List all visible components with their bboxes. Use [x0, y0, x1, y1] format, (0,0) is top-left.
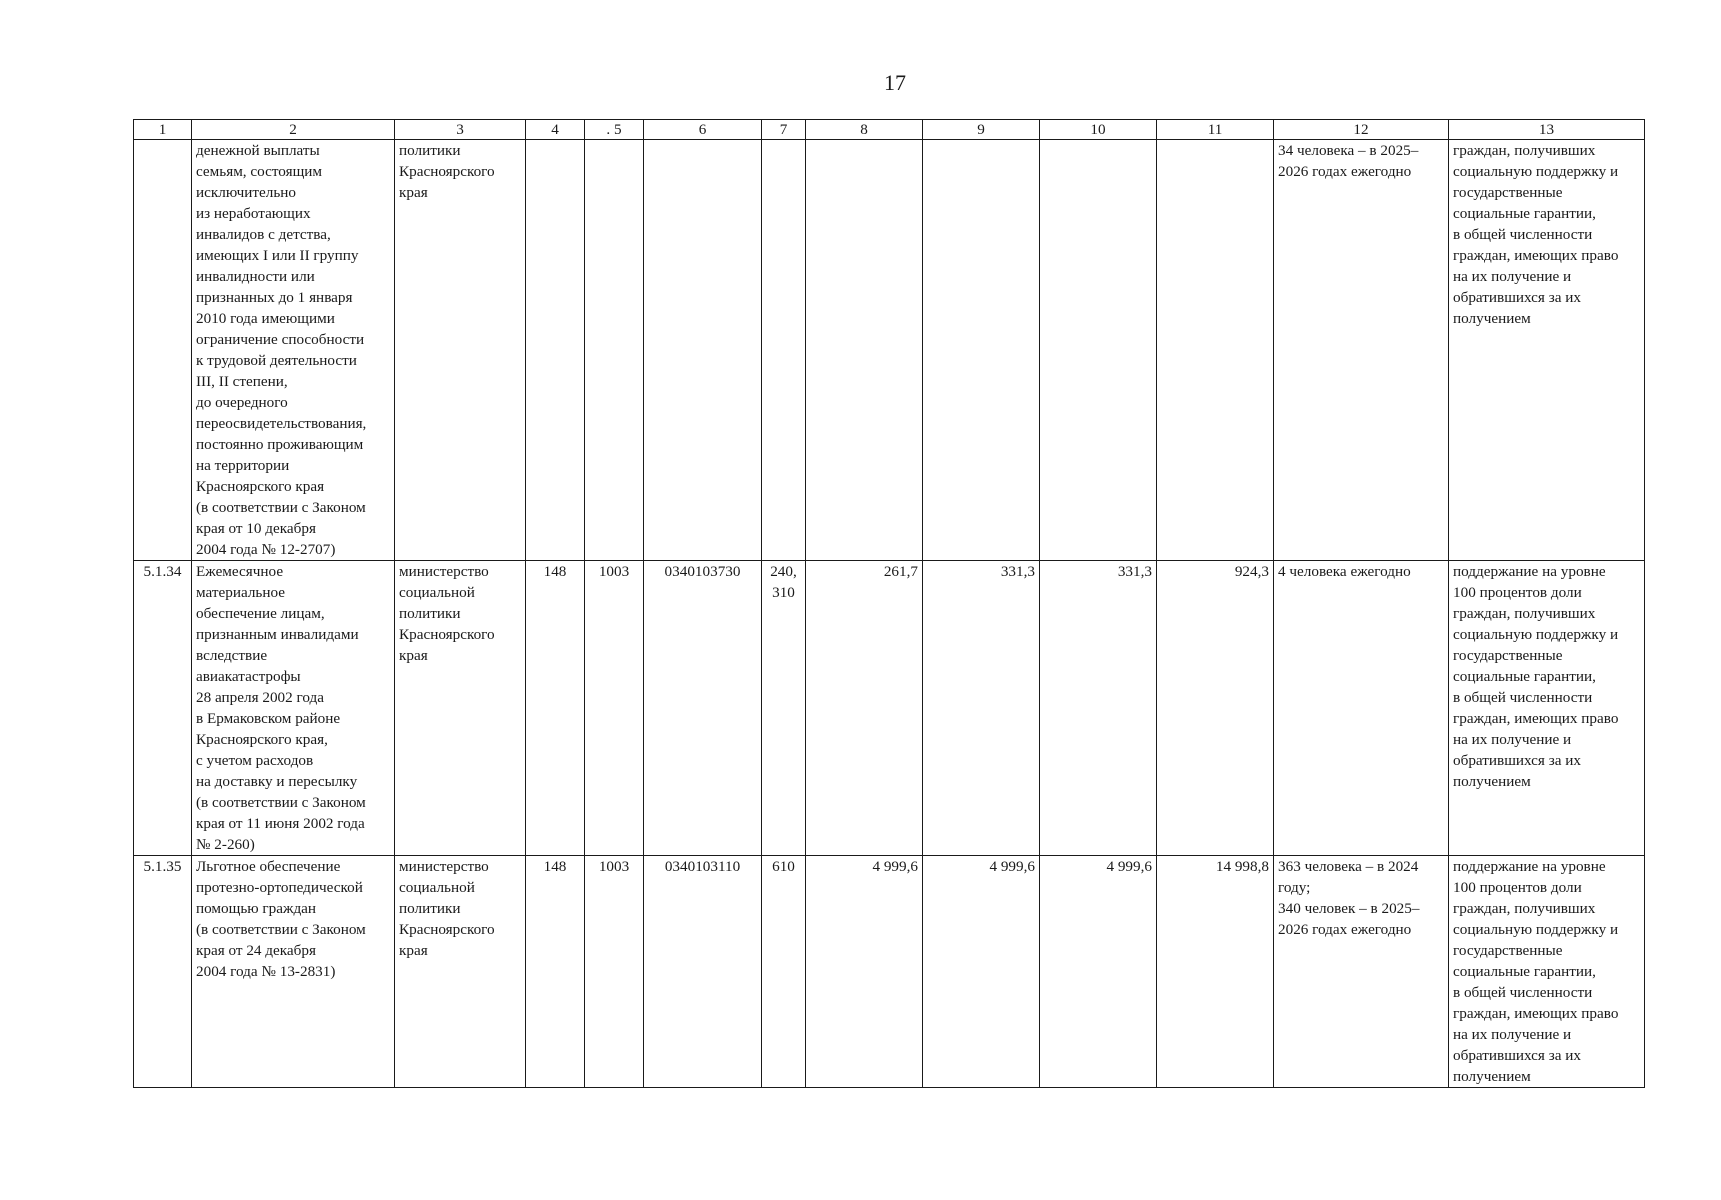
- amount-total-cell: 924,3: [1157, 561, 1274, 856]
- row-number-cell: 5.1.34: [134, 561, 192, 856]
- column-header: 2: [192, 120, 395, 140]
- amount-total-cell: [1157, 140, 1274, 561]
- column-header: 11: [1157, 120, 1274, 140]
- indicator-description-cell: поддержание на уровне 100 процентов доли граждан, получивших социальную поддержку и государственные социальные гарантии, в общей численности граждан, имеющих право на их получение и обратившихся за их получением: [1449, 856, 1645, 1088]
- column-header: 9: [923, 120, 1040, 140]
- amount-cell-8: 4 999,6: [806, 856, 923, 1088]
- column-header: 12: [1274, 120, 1449, 140]
- expense-type-cell: 240, 310: [762, 561, 806, 856]
- amount-total-cell: 14 998,8: [1157, 856, 1274, 1088]
- table-row: [134, 561, 1645, 856]
- indicator-description-cell: поддержание на уровне 100 процентов доли граждан, получивших социальную поддержку и государственные социальные гарантии, в общей численности граждан, имеющих право на их получение и обратившихся за их получением: [1449, 561, 1645, 856]
- column-header: 13: [1449, 120, 1645, 140]
- amount-cell-8: 261,7: [806, 561, 923, 856]
- target-article-cell: 0340103730: [644, 561, 762, 856]
- page-number: 17: [884, 70, 906, 95]
- measure-name-cell: Льготное обеспечение протезно-ортопедической помощью граждан (в соответствии с Законом края от 24 декабря 2004 года № 13-2831): [192, 856, 395, 1088]
- row-number-cell: 5.1.35: [134, 856, 192, 1088]
- grbs-code-cell: 148: [526, 561, 585, 856]
- column-header: . 5: [585, 120, 644, 140]
- column-header: 4: [526, 120, 585, 140]
- section-code-cell: 1003: [585, 561, 644, 856]
- amount-cell-10: [1040, 140, 1157, 561]
- row-number-cell: [134, 140, 192, 561]
- target-article-cell: 0340103110: [644, 856, 762, 1088]
- amount-cell-8: [806, 140, 923, 561]
- administrator-cell: министерство социальной политики Красноярского края: [395, 856, 526, 1088]
- section-code-cell: [585, 140, 644, 561]
- expense-type-cell: [762, 140, 806, 561]
- column-header: 7: [762, 120, 806, 140]
- table-row: [134, 856, 1645, 1088]
- table-header-row: [134, 120, 1645, 140]
- administrator-cell: политики Красноярского края: [395, 140, 526, 561]
- measure-name-cell: денежной выплаты семьям, состоящим исключительно из неработающих инвалидов с детства, имеющих I или II группу инвалидности или признанных до 1 января 2010 года имеющими ограничение способности к трудовой деятельности III, II степени, до очередного переосвидетельствования, постоянно проживающим на территории Красноярского края (в соответствии с Законом края от 10 декабря 2004 года № 12-2707): [192, 140, 395, 561]
- administrator-cell: министерство социальной политики Красноярского края: [395, 561, 526, 856]
- result-description-cell: 363 человека – в 2024 году; 340 человек – в 2025– 2026 годах ежегодно: [1274, 856, 1449, 1088]
- column-header: 6: [644, 120, 762, 140]
- amount-cell-9: 4 999,6: [923, 856, 1040, 1088]
- column-header: 3: [395, 120, 526, 140]
- expense-type-cell: 610: [762, 856, 806, 1088]
- table-row: [134, 140, 1645, 561]
- column-header: 1: [134, 120, 192, 140]
- grbs-code-cell: [526, 140, 585, 561]
- measure-name-cell: Ежемесячное материальное обеспечение лицам, признанным инвалидами вследствие авиакатастрофы 28 апреля 2002 года в Ермаковском районе Красноярского края, с учетом расходов на доставку и пересылку (в соответствии с Законом края от 11 июня 2002 года № 2-260): [192, 561, 395, 856]
- amount-cell-9: [923, 140, 1040, 561]
- data-table: [133, 119, 1645, 1088]
- grbs-code-cell: 148: [526, 856, 585, 1088]
- amount-cell-10: 4 999,6: [1040, 856, 1157, 1088]
- indicator-description-cell: граждан, получивших социальную поддержку и государственные социальные гарантии, в общей численности граждан, имеющих право на их получение и обратившихся за их получением: [1449, 140, 1645, 561]
- column-header: 10: [1040, 120, 1157, 140]
- result-description-cell: 4 человека ежегодно: [1274, 561, 1449, 856]
- section-code-cell: 1003: [585, 856, 644, 1088]
- amount-cell-10: 331,3: [1040, 561, 1157, 856]
- target-article-cell: [644, 140, 762, 561]
- amount-cell-9: 331,3: [923, 561, 1040, 856]
- column-header: 8: [806, 120, 923, 140]
- result-description-cell: 34 человека – в 2025– 2026 годах ежегодно: [1274, 140, 1449, 561]
